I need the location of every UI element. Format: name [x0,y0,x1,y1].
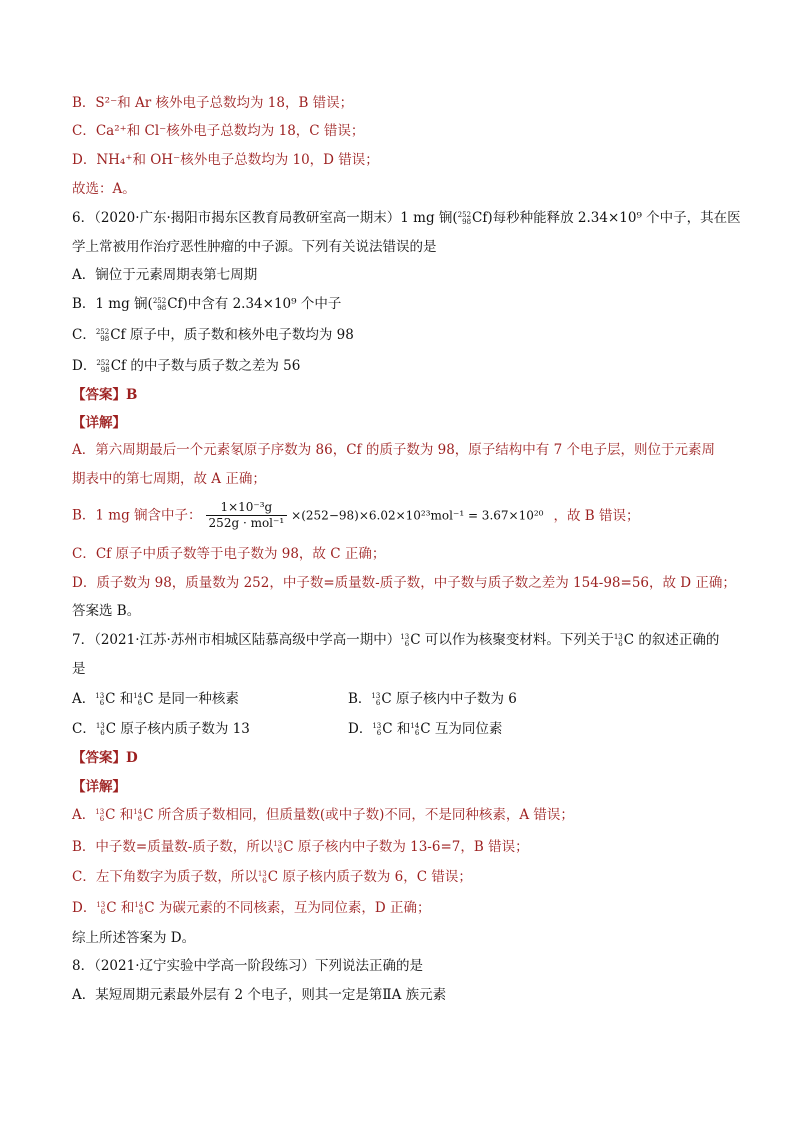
q6-option-b: B．1 mg 锎( 252 98 Cf)中含有 2.34×10⁹ 个中子 [72,296,342,312]
q7-explain-a: A． 13 6 C 和 14 6 C 所含质子数相同，但质量数(或中子数)不同，不是同种核素，A 错误； [72,807,574,823]
q6-option-a: A．锎位于元素周期表第七周期 [72,267,258,283]
q7-option-b: B． 13 6 C 原子核内中子数为 6 [348,691,517,707]
question-7-stem-2: 是 [72,661,86,677]
question-7-stem: 7．（2021·江苏·苏州市相城区陆慕高级中学高一期中） 13 6 C 可以作为核聚变材料。下列关于 13 6 C 的叙述正确的 [72,632,720,648]
line-conclusion: 故选：A。 [72,181,136,197]
q7-explain-end: 综上所述答案为 D。 [72,930,196,946]
q6-answer: 【答案】B [72,387,138,403]
cf-nuclide: 252 98 [457,210,472,226]
q7-option-a: A． 13 6 C 和 14 6 C 是同一种核素 [72,691,239,707]
question-6-stem [72,209,741,227]
q6-explain-a2: 期表中的第七周期，故 A 正确； [72,471,266,487]
q6-explain-c: C．Cf 原子中质子数等于电子数为 98，故 C 正确； [72,546,386,562]
q6-detail-heading: 【详解】 [72,415,126,431]
q6-text-a: 6．（2020·广东·揭阳市揭东区教育局教研室高一期末）1 mg 锎( [72,210,458,226]
q6-explain-b: B．1 mg 锎含中子： $\frac{\text{1×10⁻³g}}{\text{252g · mol⁻¹}}$ ×(252−98)×6.02×10²³mol⁻¹ = 3.67×10²⁰ ，故 B 错误； [72,500,640,530]
q7-answer: 【答案】D [72,750,138,766]
line-c-explanation: C．Ca²⁺和 Cl⁻核外电子总数均为 18，C 错误； [72,123,365,139]
line-b-explanation: B．S²⁻和 Ar 核外电子总数均为 18，B 错误； [72,95,354,111]
q7-option-c: C． 13 6 C 原子核内质子数为 13 [72,721,250,737]
q7-option-d: D． 13 6 C 和 14 6 C 互为同位素 [348,721,503,737]
q8-option-a: A．某短周期元素最外层有 2 个电子，则其一定是第ⅡA 族元素 [72,987,447,1003]
fraction: $\frac{\text{1×10⁻³g}}{\text{252g · mol⁻¹}}$ [206,500,288,531]
q6-text-b: Cf)每秒种能释放 2.34×10⁹ 个中子，其在医 [472,210,741,226]
q6-explain-d: D．质子数为 98，质量数为 252，中子数=质量数-质子数，中子数与质子数之差为 154-98=56，故 D 正确； [72,575,736,591]
question-8-stem: 8．（2021·辽宁实验中学高一阶段练习）下列说法正确的是 [72,958,423,974]
q7-explain-d: D． 13 6 C 和 14 6 C 为碳元素的不同核素，互为同位素，D 正确； [72,900,431,916]
q6-option-d: D． 252 98 Cf 的中子数与质子数之差为 56 [72,358,301,374]
question-6-stem-2: 学上常被用作治疗恶性肿瘤的中子源。下列有关说法错误的是 [72,239,437,255]
q7-explain-c: C．左下角数字为质子数，所以 13 6 C 原子核内质子数为 6，C 错误； [72,869,472,885]
q7-detail-heading: 【详解】 [72,779,126,795]
line-d-explanation: D．NH₄⁺和 OH⁻核外电子总数均为 10，D 错误； [72,152,379,168]
q6-explain-end: 答案选 B。 [72,603,141,619]
q6-explain-a1: A．第六周期最后一个元素氡原子序数为 86，Cf 的质子数为 98，原子结构中有 7 个电子层，则位于元素周 [72,442,715,458]
q7-explain-b: B．中子数=质量数-质子数，所以 13 6 C 原子核内中子数为 13-6=7，B 错误； [72,839,529,855]
q6-option-c: C． 252 98 Cf 原子中，质子数和核外电子数均为 98 [72,327,354,343]
